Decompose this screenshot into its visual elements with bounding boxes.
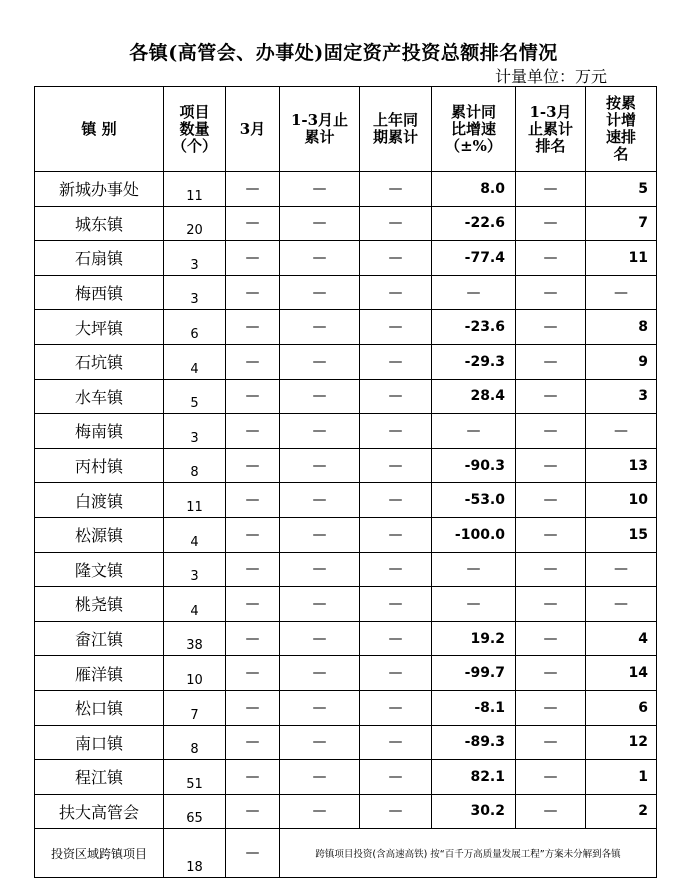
growth-rank-value: 5 bbox=[586, 172, 657, 207]
project-count: 38 bbox=[164, 621, 226, 656]
march-value: — bbox=[226, 344, 280, 379]
yoy-growth-value: 82.1 bbox=[432, 760, 516, 795]
project-count: 3 bbox=[164, 414, 226, 449]
jan-mar-rank-value: — bbox=[516, 552, 586, 587]
project-count: 3 bbox=[164, 275, 226, 310]
yoy-growth-value: -53.0 bbox=[432, 483, 516, 518]
march-value: — bbox=[226, 725, 280, 760]
growth-rank-value: 2 bbox=[586, 794, 657, 829]
header-jan-mar-cumulative: 1-3月止 累计 bbox=[280, 87, 360, 172]
project-count: 20 bbox=[164, 206, 226, 241]
yoy-growth-value: — bbox=[432, 275, 516, 310]
jan-mar-rank-value: — bbox=[516, 690, 586, 725]
growth-rank-value: 12 bbox=[586, 725, 657, 760]
growth-rank-value: 14 bbox=[586, 656, 657, 691]
yoy-growth-value: 30.2 bbox=[432, 794, 516, 829]
march-value: — bbox=[226, 310, 280, 345]
march-value: — bbox=[226, 241, 280, 276]
last-year-cumulative-value: — bbox=[360, 517, 432, 552]
growth-rank-value: — bbox=[586, 414, 657, 449]
table-row bbox=[35, 517, 657, 552]
yoy-growth-value: 28.4 bbox=[432, 379, 516, 414]
jan-mar-cumulative-value: — bbox=[280, 621, 360, 656]
jan-mar-cumulative-value: — bbox=[280, 690, 360, 725]
march-value: — bbox=[226, 760, 280, 795]
table-row bbox=[35, 310, 657, 345]
table-row bbox=[35, 172, 657, 207]
town-name: 南口镇 bbox=[35, 725, 164, 760]
march-value: — bbox=[226, 448, 280, 483]
table-row bbox=[35, 206, 657, 241]
cross-town-row bbox=[35, 829, 657, 878]
project-count: 3 bbox=[164, 241, 226, 276]
cross-town-march: — bbox=[226, 829, 280, 878]
table-row bbox=[35, 275, 657, 310]
jan-mar-cumulative-value: — bbox=[280, 517, 360, 552]
town-name: 丙村镇 bbox=[35, 448, 164, 483]
investment-ranking-table bbox=[34, 86, 657, 878]
march-value: — bbox=[226, 794, 280, 829]
town-name: 程江镇 bbox=[35, 760, 164, 795]
growth-rank-value: 7 bbox=[586, 206, 657, 241]
project-count: 8 bbox=[164, 725, 226, 760]
jan-mar-cumulative-value: — bbox=[280, 656, 360, 691]
march-value: — bbox=[226, 172, 280, 207]
jan-mar-cumulative-value: — bbox=[280, 552, 360, 587]
town-name: 松源镇 bbox=[35, 517, 164, 552]
yoy-growth-value: -89.3 bbox=[432, 725, 516, 760]
header-yoy-growth: 累计同 比增速 （±%） bbox=[432, 87, 516, 172]
yoy-growth-value: -90.3 bbox=[432, 448, 516, 483]
town-name: 城东镇 bbox=[35, 206, 164, 241]
jan-mar-cumulative-value: — bbox=[280, 414, 360, 449]
table-row bbox=[35, 656, 657, 691]
table-row bbox=[35, 690, 657, 725]
table-row bbox=[35, 344, 657, 379]
jan-mar-rank-value: — bbox=[516, 379, 586, 414]
header-last-year-cumulative: 上年同 期累计 bbox=[360, 87, 432, 172]
growth-rank-value: 10 bbox=[586, 483, 657, 518]
table-row bbox=[35, 621, 657, 656]
project-count: 5 bbox=[164, 379, 226, 414]
table-row bbox=[35, 552, 657, 587]
table-row bbox=[35, 414, 657, 449]
yoy-growth-value: -23.6 bbox=[432, 310, 516, 345]
project-count: 6 bbox=[164, 310, 226, 345]
growth-rank-value: 15 bbox=[586, 517, 657, 552]
project-count: 3 bbox=[164, 552, 226, 587]
table-row bbox=[35, 483, 657, 518]
project-count: 51 bbox=[164, 760, 226, 795]
town-name: 新城办事处 bbox=[35, 172, 164, 207]
table-row bbox=[35, 587, 657, 622]
project-count: 4 bbox=[164, 517, 226, 552]
town-name: 大坪镇 bbox=[35, 310, 164, 345]
yoy-growth-value: — bbox=[432, 414, 516, 449]
last-year-cumulative-value: — bbox=[360, 483, 432, 518]
last-year-cumulative-value: — bbox=[360, 794, 432, 829]
growth-rank-value: — bbox=[586, 552, 657, 587]
town-name: 桃尧镇 bbox=[35, 587, 164, 622]
jan-mar-rank-value: — bbox=[516, 794, 586, 829]
march-value: — bbox=[226, 656, 280, 691]
last-year-cumulative-value: — bbox=[360, 379, 432, 414]
growth-rank-value: 4 bbox=[586, 621, 657, 656]
march-value: — bbox=[226, 206, 280, 241]
jan-mar-cumulative-value: — bbox=[280, 344, 360, 379]
town-name: 隆文镇 bbox=[35, 552, 164, 587]
project-count: 4 bbox=[164, 344, 226, 379]
project-count: 4 bbox=[164, 587, 226, 622]
jan-mar-cumulative-value: — bbox=[280, 379, 360, 414]
town-name: 畲江镇 bbox=[35, 621, 164, 656]
last-year-cumulative-value: — bbox=[360, 587, 432, 622]
jan-mar-cumulative-value: — bbox=[280, 448, 360, 483]
unit-label: 计量单位：万元 bbox=[494, 67, 607, 86]
march-value: — bbox=[226, 483, 280, 518]
march-value: — bbox=[226, 275, 280, 310]
jan-mar-rank-value: — bbox=[516, 448, 586, 483]
march-value: — bbox=[226, 414, 280, 449]
last-year-cumulative-value: — bbox=[360, 760, 432, 795]
jan-mar-rank-value: — bbox=[516, 275, 586, 310]
table-row bbox=[35, 448, 657, 483]
last-year-cumulative-value: — bbox=[360, 241, 432, 276]
project-count: 10 bbox=[164, 656, 226, 691]
yoy-growth-value: -100.0 bbox=[432, 517, 516, 552]
march-value: — bbox=[226, 690, 280, 725]
last-year-cumulative-value: — bbox=[360, 621, 432, 656]
jan-mar-rank-value: — bbox=[516, 760, 586, 795]
yoy-growth-value: 19.2 bbox=[432, 621, 516, 656]
march-value: — bbox=[226, 552, 280, 587]
jan-mar-cumulative-value: — bbox=[280, 206, 360, 241]
last-year-cumulative-value: — bbox=[360, 206, 432, 241]
growth-rank-value: 13 bbox=[586, 448, 657, 483]
town-name: 松口镇 bbox=[35, 690, 164, 725]
last-year-cumulative-value: — bbox=[360, 344, 432, 379]
jan-mar-cumulative-value: — bbox=[280, 172, 360, 207]
yoy-growth-value: -22.6 bbox=[432, 206, 516, 241]
last-year-cumulative-value: — bbox=[360, 310, 432, 345]
town-name: 雁洋镇 bbox=[35, 656, 164, 691]
jan-mar-rank-value: — bbox=[516, 172, 586, 207]
header-row bbox=[35, 87, 657, 172]
table-row bbox=[35, 379, 657, 414]
jan-mar-rank-value: — bbox=[516, 656, 586, 691]
growth-rank-value: — bbox=[586, 587, 657, 622]
last-year-cumulative-value: — bbox=[360, 414, 432, 449]
cross-town-note: 跨镇项目投资(含高速高铁) 按“百千万高质量发展工程”方案未分解到各镇 bbox=[280, 829, 657, 878]
growth-rank-value: 1 bbox=[586, 760, 657, 795]
march-value: — bbox=[226, 379, 280, 414]
town-name: 石坑镇 bbox=[35, 344, 164, 379]
header-march: 3月 bbox=[226, 87, 280, 172]
town-name: 梅西镇 bbox=[35, 275, 164, 310]
last-year-cumulative-value: — bbox=[360, 656, 432, 691]
table-row bbox=[35, 241, 657, 276]
jan-mar-cumulative-value: — bbox=[280, 587, 360, 622]
town-name: 石扇镇 bbox=[35, 241, 164, 276]
yoy-growth-value: -8.1 bbox=[432, 690, 516, 725]
jan-mar-rank-value: — bbox=[516, 587, 586, 622]
yoy-growth-value: -99.7 bbox=[432, 656, 516, 691]
jan-mar-cumulative-value: — bbox=[280, 725, 360, 760]
jan-mar-cumulative-value: — bbox=[280, 483, 360, 518]
last-year-cumulative-value: — bbox=[360, 690, 432, 725]
project-count: 8 bbox=[164, 448, 226, 483]
last-year-cumulative-value: — bbox=[360, 275, 432, 310]
last-year-cumulative-value: — bbox=[360, 725, 432, 760]
yoy-growth-value: 8.0 bbox=[432, 172, 516, 207]
header-growth-rank: 按累 计增 速排 名 bbox=[586, 87, 657, 172]
growth-rank-value: — bbox=[586, 275, 657, 310]
growth-rank-value: 3 bbox=[586, 379, 657, 414]
town-name: 白渡镇 bbox=[35, 483, 164, 518]
growth-rank-value: 6 bbox=[586, 690, 657, 725]
table-row bbox=[35, 760, 657, 795]
growth-rank-value: 8 bbox=[586, 310, 657, 345]
jan-mar-cumulative-value: — bbox=[280, 275, 360, 310]
jan-mar-cumulative-value: — bbox=[280, 760, 360, 795]
cross-town-count: 18 bbox=[164, 829, 226, 878]
jan-mar-cumulative-value: — bbox=[280, 241, 360, 276]
march-value: — bbox=[226, 587, 280, 622]
jan-mar-rank-value: — bbox=[516, 241, 586, 276]
report-title: 各镇(高管会、办事处)固定资产投资总额排名情况 bbox=[129, 42, 558, 64]
jan-mar-rank-value: — bbox=[516, 414, 586, 449]
last-year-cumulative-value: — bbox=[360, 172, 432, 207]
jan-mar-cumulative-value: — bbox=[280, 794, 360, 829]
march-value: — bbox=[226, 517, 280, 552]
town-name: 扶大高管会 bbox=[35, 794, 164, 829]
header-project-count: 项目 数量 （个） bbox=[164, 87, 226, 172]
last-year-cumulative-value: — bbox=[360, 552, 432, 587]
town-name: 梅南镇 bbox=[35, 414, 164, 449]
growth-rank-value: 11 bbox=[586, 241, 657, 276]
growth-rank-value: 9 bbox=[586, 344, 657, 379]
project-count: 65 bbox=[164, 794, 226, 829]
march-value: — bbox=[226, 621, 280, 656]
jan-mar-rank-value: — bbox=[516, 310, 586, 345]
last-year-cumulative-value: — bbox=[360, 448, 432, 483]
jan-mar-rank-value: — bbox=[516, 344, 586, 379]
town-name: 水车镇 bbox=[35, 379, 164, 414]
jan-mar-cumulative-value: — bbox=[280, 310, 360, 345]
header-town: 镇 别 bbox=[35, 87, 164, 172]
project-count: 7 bbox=[164, 690, 226, 725]
yoy-growth-value: — bbox=[432, 587, 516, 622]
jan-mar-rank-value: — bbox=[516, 621, 586, 656]
table-row bbox=[35, 725, 657, 760]
yoy-growth-value: — bbox=[432, 552, 516, 587]
jan-mar-rank-value: — bbox=[516, 725, 586, 760]
jan-mar-rank-value: — bbox=[516, 483, 586, 518]
table-row bbox=[35, 794, 657, 829]
jan-mar-rank-value: — bbox=[516, 517, 586, 552]
yoy-growth-value: -77.4 bbox=[432, 241, 516, 276]
yoy-growth-value: -29.3 bbox=[432, 344, 516, 379]
project-count: 11 bbox=[164, 483, 226, 518]
header-jan-mar-rank: 1-3月 止累计 排名 bbox=[516, 87, 586, 172]
cross-town-label: 投资区域跨镇项目 bbox=[35, 829, 164, 878]
project-count: 11 bbox=[164, 172, 226, 207]
jan-mar-rank-value: — bbox=[516, 206, 586, 241]
